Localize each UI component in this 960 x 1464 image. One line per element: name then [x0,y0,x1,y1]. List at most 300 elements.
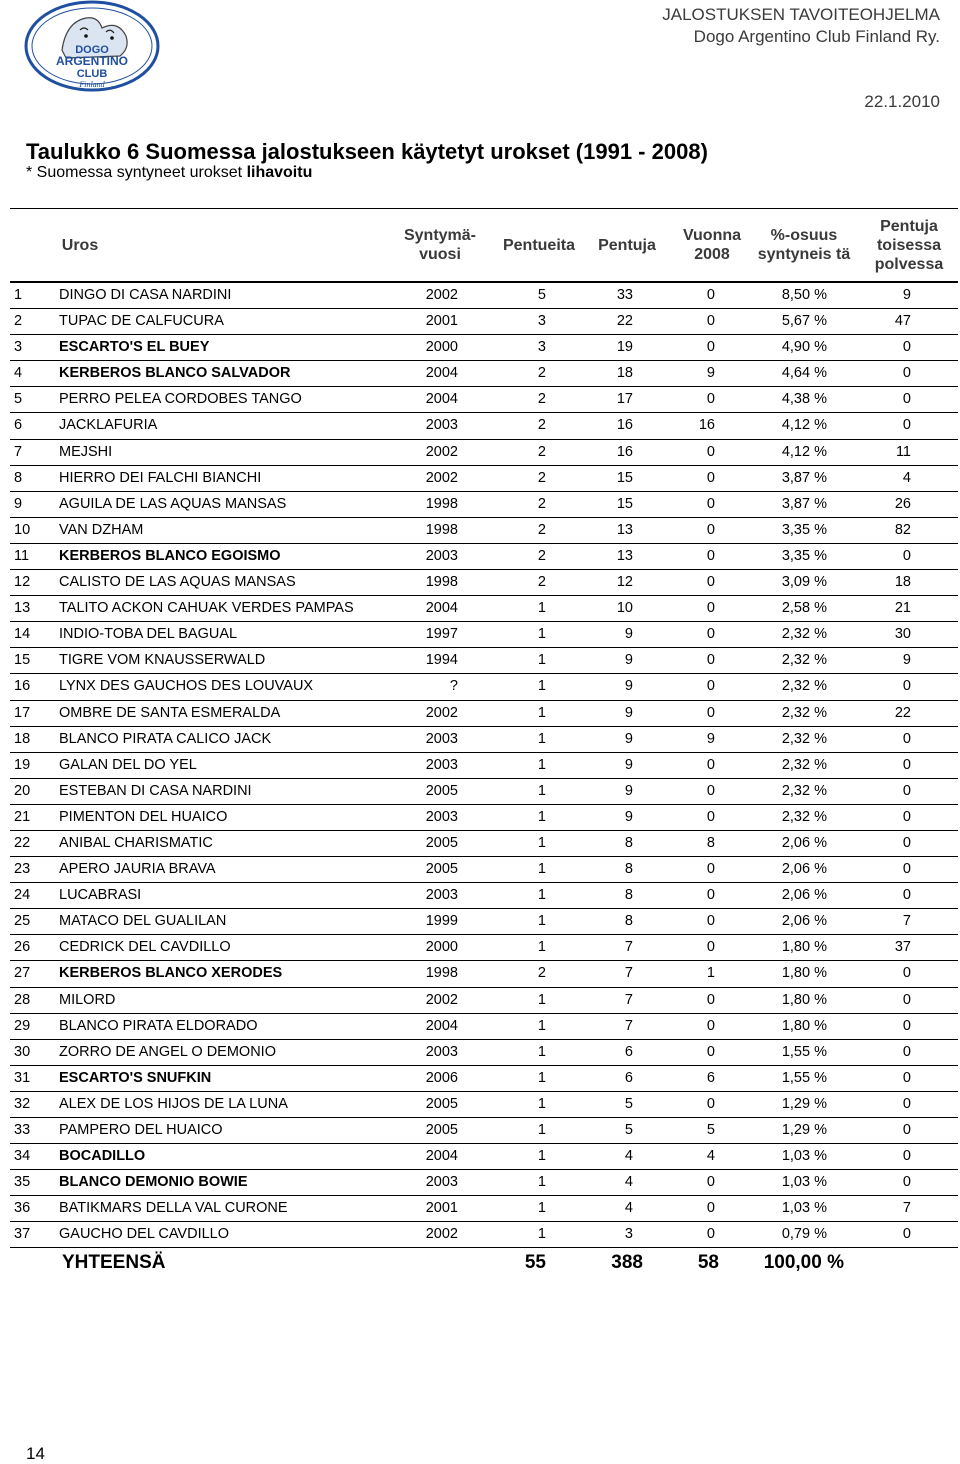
cell-second-gen: 0 [902,417,911,434]
totals-year-2008: 58 [697,1252,719,1274]
cell-row-number: 24 [14,887,31,904]
cell-share: 2,06 % [781,861,827,878]
cell-year-2008: 16 [698,417,715,434]
cell-birth-year: 2005 [425,1095,458,1112]
cell-row-number: 16 [14,678,31,695]
cell-birth-year: 2003 [425,808,458,825]
cell-birth-year: 2004 [425,391,458,408]
cell-share: 2,32 % [781,652,827,669]
cell-male-name: MILORD [59,991,116,1008]
cell-row-number: 18 [14,730,31,747]
totals-label: YHTEENSÄ [62,1252,166,1274]
table-row [10,335,958,361]
cell-litters: 1 [537,991,546,1008]
cell-row-number: 13 [14,600,31,617]
cell-litters: 1 [537,887,546,904]
cell-litters: 2 [537,417,546,434]
col-second-gen: Pentuja toisessa polvessa [874,217,944,273]
cell-litters: 2 [537,521,546,538]
table-row [10,961,958,987]
table-row [10,361,958,387]
cell-year-2008: 0 [706,469,715,486]
cell-litters: 1 [537,1200,546,1217]
cell-pups: 8 [624,913,633,930]
table-row [10,779,958,805]
cell-share: 2,06 % [781,834,827,851]
table-row [10,413,958,439]
cell-row-number: 35 [14,1174,31,1191]
cell-pups: 22 [616,313,633,330]
cell-second-gen: 9 [902,652,911,669]
cell-male-name: PERRO PELEA CORDOBES TANGO [59,391,302,408]
cell-birth-year: 2004 [425,1017,458,1034]
cell-row-number: 10 [14,521,31,538]
cell-birth-year: 1998 [425,521,458,538]
cell-birth-year: 2002 [425,704,458,721]
cell-male-name: DINGO DI CASA NARDINI [59,287,232,303]
cell-birth-year: 2006 [425,1069,458,1086]
logo-text-dogo: DOGO [75,44,109,56]
cell-litters: 1 [537,1226,546,1243]
cell-litters: 5 [537,287,546,303]
cell-row-number: 36 [14,1200,31,1217]
cell-row-number: 33 [14,1122,31,1138]
cell-litters: 1 [537,704,546,721]
cell-litters: 1 [537,1095,546,1112]
cell-litters: 1 [537,1174,546,1191]
cell-second-gen: 7 [902,1200,911,1217]
table-row [10,727,958,753]
cell-litters: 1 [537,1122,546,1138]
males-table [10,208,958,1278]
cell-second-gen: 0 [902,1043,911,1060]
cell-pups: 33 [616,287,633,303]
cell-share: 3,09 % [781,574,827,591]
cell-year-2008: 0 [706,887,715,904]
cell-second-gen: 11 [895,443,911,460]
cell-birth-year: 1998 [425,574,458,591]
cell-year-2008: 5 [706,1122,715,1138]
cell-male-name: CEDRICK DEL CAVDILLO [59,939,231,956]
cell-pups: 12 [616,574,633,591]
cell-share: 1,55 % [781,1069,827,1086]
cell-year-2008: 0 [706,287,715,303]
cell-share: 2,32 % [781,730,827,747]
cell-year-2008: 9 [706,365,715,382]
cell-year-2008: 0 [706,782,715,799]
cell-pups: 16 [616,443,633,460]
cell-birth-year: 2003 [425,887,458,904]
document-header [662,4,940,48]
cell-year-2008: 0 [706,1174,715,1191]
cell-row-number: 21 [14,808,31,825]
col-litters: Pentueita [502,236,575,254]
cell-male-name: ESCARTO'S EL BUEY [59,339,210,356]
cell-second-gen: 0 [902,834,911,851]
cell-second-gen: 47 [894,313,911,330]
cell-row-number: 17 [14,704,31,721]
cell-male-name: CALISTO DE LAS AQUAS MANSAS [59,574,296,591]
cell-male-name: PIMENTON DEL HUAICO [59,808,228,825]
cell-pups: 9 [624,626,633,643]
cell-birth-year: 2003 [425,547,458,564]
cell-second-gen: 0 [902,965,911,982]
cell-birth-year: ? [449,678,458,695]
cell-year-2008: 0 [706,313,715,330]
subtitle-prefix: * Suomessa syntyneet urokset [26,164,247,181]
cell-share: 4,12 % [781,417,827,434]
cell-row-number: 29 [14,1017,31,1034]
cell-share: 0,79 % [781,1226,827,1243]
cell-pups: 9 [624,652,633,669]
cell-share: 3,35 % [781,547,827,564]
cell-second-gen: 0 [902,861,911,878]
cell-row-number: 7 [14,443,23,460]
cell-year-2008: 0 [706,913,715,930]
cell-share: 1,80 % [781,991,827,1008]
col-pups: Pentuja [598,236,656,254]
cell-row-number: 12 [14,574,31,591]
cell-year-2008: 0 [706,495,715,512]
table-row [10,544,958,570]
cell-litters: 1 [537,652,546,669]
cell-male-name: GALAN DEL DO YEL [59,756,197,773]
table-row [10,935,958,961]
cell-share: 1,55 % [781,1043,827,1060]
cell-share: 5,67 % [781,313,827,330]
cell-pups: 8 [624,887,633,904]
cell-row-number: 26 [14,939,31,956]
cell-litters: 1 [537,1069,546,1086]
cell-row-number: 20 [14,782,31,799]
cell-share: 2,58 % [781,600,827,617]
cell-year-2008: 0 [706,600,715,617]
cell-birth-year: 2003 [425,756,458,773]
cell-share: 1,80 % [781,965,827,982]
cell-pups: 10 [616,600,633,617]
cell-birth-year: 2002 [425,1226,458,1243]
cell-male-name: VAN DZHAM [59,521,144,538]
cell-second-gen: 0 [902,678,911,695]
cell-year-2008: 1 [706,965,715,982]
cell-second-gen: 0 [902,730,911,747]
cell-share: 2,32 % [781,626,827,643]
cell-male-name: BLANCO DEMONIO BOWIE [59,1174,248,1191]
cell-litters: 3 [537,339,546,356]
cell-row-number: 25 [14,913,31,930]
table-row [10,1092,958,1118]
cell-pups: 5 [624,1122,633,1138]
cell-male-name: LUCABRASI [59,887,142,904]
cell-second-gen: 0 [902,391,911,408]
table-row [10,518,958,544]
cell-year-2008: 6 [706,1069,715,1086]
cell-birth-year: 2003 [425,417,458,434]
cell-male-name: KERBEROS BLANCO EGOISMO [59,547,281,564]
cell-male-name: OMBRE DE SANTA ESMERALDA [59,704,281,721]
table-row [10,309,958,335]
cell-litters: 2 [537,495,546,512]
cell-male-name: TIGRE VOM KNAUSSERWALD [59,652,266,669]
cell-litters: 2 [537,443,546,460]
logo-text-finland: Finland [79,80,105,89]
cell-pups: 7 [624,939,633,956]
cell-pups: 19 [616,339,633,356]
cell-male-name: HIERRO DEI FALCHI BIANCHI [59,469,262,486]
club-name: Dogo Argentino Club Finland Ry. [693,27,940,46]
cell-pups: 9 [624,756,633,773]
cell-pups: 16 [616,417,633,434]
cell-second-gen: 0 [902,756,911,773]
cell-pups: 4 [624,1174,633,1191]
cell-year-2008: 0 [706,547,715,564]
cell-share: 2,32 % [781,678,827,695]
cell-male-name: PAMPERO DEL HUAICO [59,1122,223,1138]
cell-year-2008: 0 [706,443,715,460]
cell-birth-year: 2002 [425,287,458,303]
cell-male-name: ESTEBAN DI CASA NARDINI [59,782,252,799]
cell-second-gen: 0 [902,1122,911,1138]
table-row [10,831,958,857]
cell-pups: 18 [616,365,633,382]
cell-birth-year: 2003 [425,1174,458,1191]
cell-litters: 1 [537,626,546,643]
cell-row-number: 23 [14,861,31,878]
cell-row-number: 1 [14,287,23,303]
cell-year-2008: 0 [706,339,715,356]
table-row [10,1066,958,1092]
table-row [10,988,958,1014]
cell-male-name: ESCARTO'S SNUFKIN [59,1069,212,1086]
cell-birth-year: 2004 [425,1148,458,1165]
cell-litters: 1 [537,782,546,799]
cell-litters: 1 [537,913,546,930]
table-row [10,622,958,648]
cell-pups: 8 [624,834,633,851]
logo-text-argentino: ARGENTINO [56,54,128,68]
cell-second-gen: 0 [902,1226,911,1243]
cell-share: 4,90 % [781,339,827,356]
cell-year-2008: 0 [706,574,715,591]
cell-birth-year: 2002 [425,991,458,1008]
cell-second-gen: 0 [902,1148,911,1165]
cell-share: 4,38 % [781,391,827,408]
cell-male-name: BATIKMARS DELLA VAL CURONE [59,1200,288,1217]
totals-litters: 55 [524,1252,546,1274]
cell-male-name: ALEX DE LOS HIJOS DE LA LUNA [59,1095,288,1112]
cell-second-gen: 0 [902,547,911,564]
cell-litters: 3 [537,313,546,330]
table-row [10,1118,958,1144]
table-row [10,1196,958,1222]
cell-litters: 1 [537,939,546,956]
cell-year-2008: 8 [706,834,715,851]
cell-year-2008: 0 [706,521,715,538]
cell-pups: 13 [616,521,633,538]
cell-year-2008: 0 [706,1200,715,1217]
cell-share: 2,06 % [781,887,827,904]
cell-row-number: 34 [14,1148,31,1165]
cell-share: 3,35 % [781,521,827,538]
cell-pups: 8 [624,861,633,878]
cell-share: 2,32 % [781,782,827,799]
cell-row-number: 32 [14,1095,31,1112]
cell-pups: 7 [624,1017,633,1034]
cell-litters: 2 [537,965,546,982]
cell-litters: 1 [537,730,546,747]
cell-male-name: JACKLAFURIA [59,417,158,434]
cell-second-gen: 0 [902,808,911,825]
cell-row-number: 2 [14,313,23,330]
cell-share: 1,29 % [781,1095,827,1112]
table-row [10,909,958,935]
cell-second-gen: 0 [902,991,911,1008]
cell-year-2008: 0 [706,1226,715,1243]
cell-year-2008: 0 [706,939,715,956]
table-body [10,283,958,1248]
cell-row-number: 28 [14,991,31,1008]
cell-birth-year: 2001 [425,313,458,330]
cell-year-2008: 9 [706,730,715,747]
cell-share: 2,32 % [781,808,827,825]
table-title: Taulukko 6 Suomessa jalostukseen käytetyt urokset (1991 - 2008) [26,139,708,164]
cell-litters: 1 [537,678,546,695]
cell-second-gen: 26 [894,495,911,512]
cell-litters: 2 [537,469,546,486]
cell-share: 2,32 % [781,704,827,721]
cell-share: 4,64 % [781,365,827,382]
cell-row-number: 22 [14,834,31,851]
cell-share: 1,80 % [781,1017,827,1034]
table-row [10,1222,958,1248]
cell-second-gen: 0 [902,339,911,356]
cell-second-gen: 21 [894,600,911,617]
cell-male-name: ANIBAL CHARISMATIC [59,834,213,851]
cell-row-number: 9 [14,495,23,512]
table-row [10,1170,958,1196]
cell-second-gen: 0 [902,1095,911,1112]
cell-row-number: 19 [14,756,31,773]
cell-birth-year: 2005 [425,1122,458,1138]
cell-litters: 2 [537,574,546,591]
table-row [10,570,958,596]
cell-year-2008: 0 [706,756,715,773]
cell-share: 1,03 % [781,1148,827,1165]
cell-litters: 1 [537,1148,546,1165]
cell-male-name: KERBEROS BLANCO XERODES [59,965,283,982]
cell-pups: 17 [616,391,633,408]
totals-share: 100,00 % [763,1252,844,1274]
cell-second-gen: 9 [902,287,911,303]
cell-male-name: AGUILA DE LAS AQUAS MANSAS [59,495,287,512]
logo-text-club: CLUB [76,68,108,80]
cell-share: 1,03 % [781,1174,827,1191]
cell-year-2008: 0 [706,861,715,878]
cell-second-gen: 18 [894,574,911,591]
cell-birth-year: 1999 [425,913,458,930]
cell-second-gen: 0 [902,887,911,904]
table-row [10,283,958,309]
cell-pups: 15 [616,495,633,512]
cell-year-2008: 0 [706,1043,715,1060]
cell-male-name: KERBEROS BLANCO SALVADOR [59,365,291,382]
subtitle-bold: lihavoitu [246,164,313,181]
cell-male-name: INDIO-TOBA DEL BAGUAL [59,626,238,643]
table-row [10,440,958,466]
cell-pups: 4 [624,1148,633,1165]
cell-male-name: ZORRO DE ANGEL O DEMONIO [59,1043,276,1060]
cell-year-2008: 0 [706,808,715,825]
cell-birth-year: 1998 [425,965,458,982]
table-row [10,674,958,700]
cell-litters: 1 [537,861,546,878]
cell-year-2008: 0 [706,678,715,695]
cell-share: 8,50 % [781,287,827,303]
table-row [10,857,958,883]
cell-year-2008: 0 [706,991,715,1008]
cell-pups: 4 [624,1200,633,1217]
cell-second-gen: 7 [902,913,911,930]
cell-row-number: 5 [14,391,23,408]
cell-male-name: TALITO ACKON CAHUAK VERDES PAMPAS [59,600,354,617]
cell-litters: 2 [537,391,546,408]
cell-row-number: 15 [14,652,31,669]
cell-pups: 6 [624,1069,633,1086]
cell-male-name: LYNX DES GAUCHOS DES LOUVAUX [59,678,314,695]
cell-share: 2,06 % [781,913,827,930]
cell-share: 1,03 % [781,1200,827,1217]
cell-litters: 2 [537,365,546,382]
cell-year-2008: 0 [706,652,715,669]
cell-birth-year: 2000 [425,339,458,356]
cell-birth-year: 2005 [425,834,458,851]
table-row [10,805,958,831]
cell-birth-year: 2002 [425,443,458,460]
cell-pups: 6 [624,1043,633,1060]
cell-row-number: 11 [14,547,30,564]
cell-row-number: 4 [14,365,23,382]
cell-second-gen: 37 [894,939,911,956]
cell-litters: 1 [537,1017,546,1034]
table-header [10,208,958,283]
cell-litters: 1 [537,600,546,617]
cell-row-number: 14 [14,626,31,643]
cell-year-2008: 4 [706,1148,715,1165]
cell-pups: 9 [624,782,633,799]
cell-year-2008: 0 [706,1095,715,1112]
cell-pups: 9 [624,678,633,695]
cell-birth-year: 1997 [425,626,458,643]
cell-pups: 5 [624,1095,633,1112]
cell-pups: 9 [624,730,633,747]
cell-male-name: BLANCO PIRATA CALICO JACK [59,730,272,747]
cell-male-name: TUPAC DE CALFUCURA [59,313,224,330]
totals-row [10,1248,958,1278]
cell-year-2008: 0 [706,391,715,408]
cell-pups: 9 [624,704,633,721]
totals-pups: 388 [611,1252,643,1274]
cell-row-number: 6 [14,417,23,434]
table-row [10,596,958,622]
cell-male-name: GAUCHO DEL CAVDILLO [59,1226,230,1243]
page-number: 14 [26,1444,45,1463]
document-date: 22.1.2010 [864,92,940,111]
cell-litters: 1 [537,834,546,851]
cell-litters: 1 [537,808,546,825]
cell-share: 2,32 % [781,756,827,773]
cell-birth-year: 2003 [425,1043,458,1060]
col-share: %-osuus syntyneis tä [757,227,851,263]
